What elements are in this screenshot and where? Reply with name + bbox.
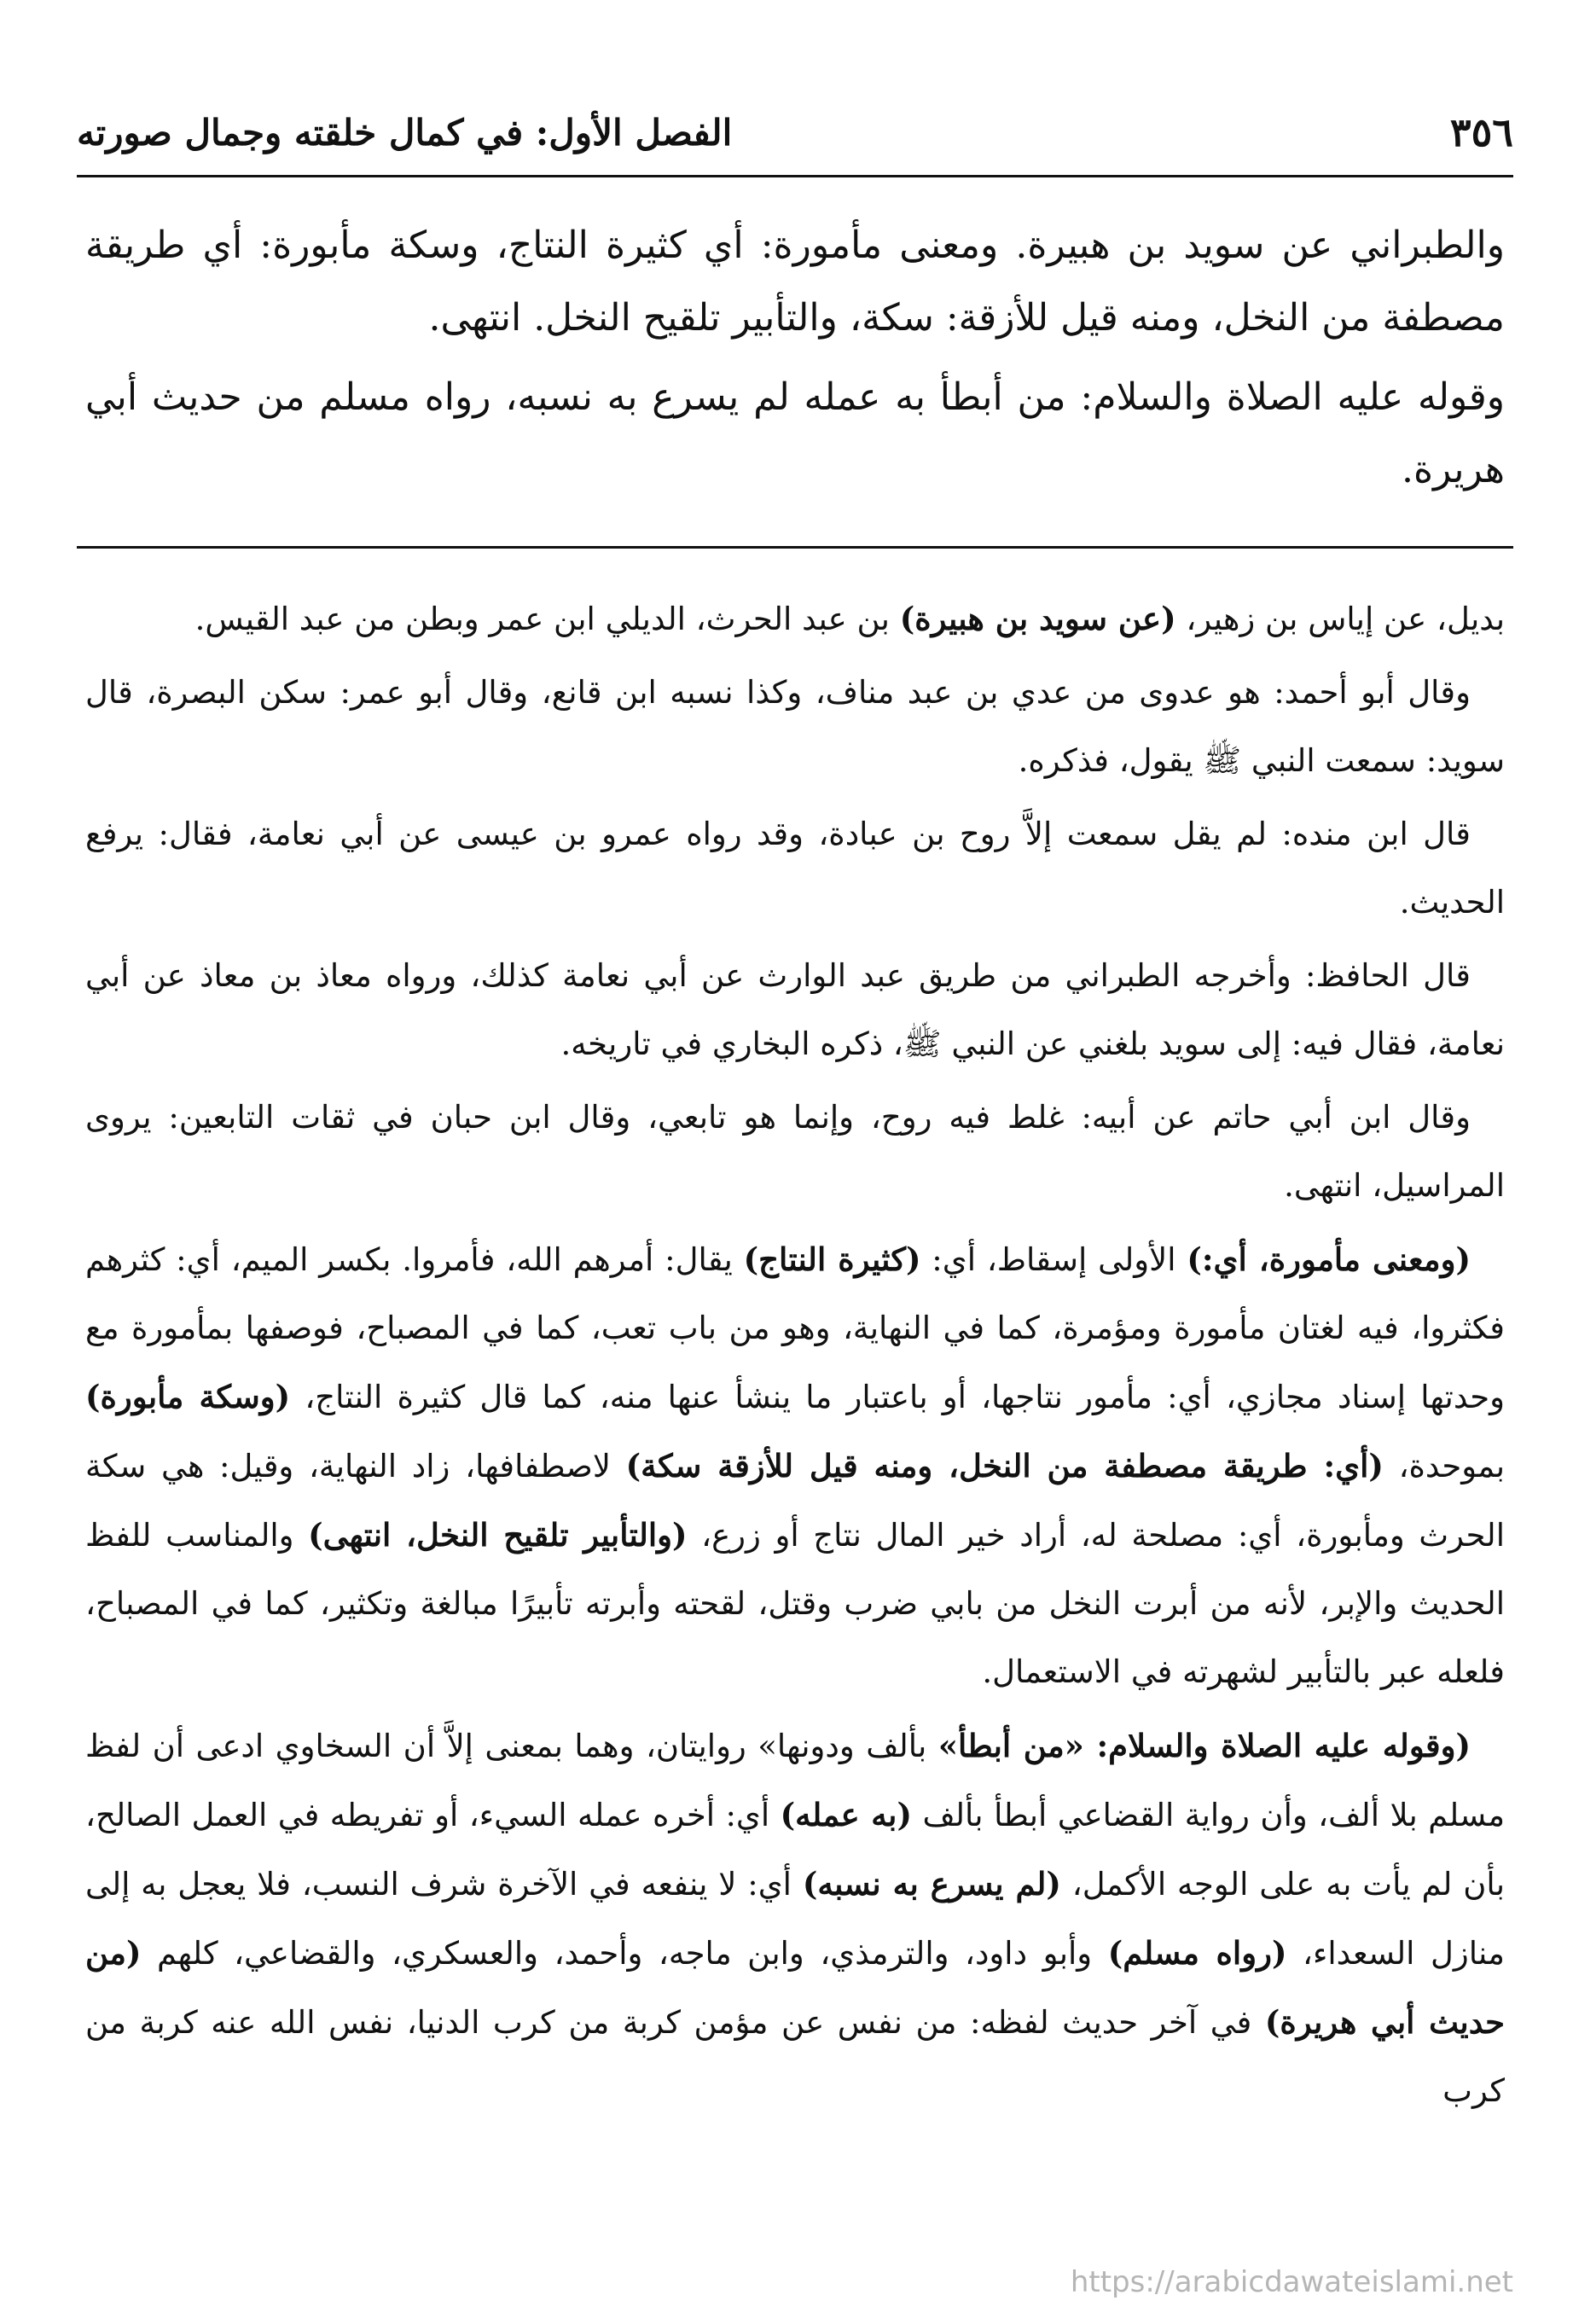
- bold-quote: (عن سويد بن هبيرة): [899, 600, 1176, 637]
- running-title: الفصل الأول: في كمال خلقته وجمال صورته: [77, 111, 733, 154]
- text-run: وأبو داود، والترمذي، وابن ماجه، وأحمد، والعسكري، والقضاعي، كلهم: [141, 1935, 1108, 1972]
- main-paragraph: والطبراني عن سويد بن هبيرة. ومعنى مأمورة: أي كثيرة النتاج، وسكة مأبورة: أي طريقة مصطفة من النخل، ومنه قيل للأزقة: سكة، والتأبير تلقيح النخل. انتهى.: [85, 224, 1505, 340]
- commentary-paragraph: قال ابن منده: لم يقل سمعت إلاَّ روح بن عبادة، وقد رواه عمرو بن عيسى عن أبي نعامة، فقال: يرفع الحديث.: [85, 816, 1505, 921]
- bold-quote: (رواه مسلم): [1107, 1934, 1287, 1972]
- bold-quote: (لم يسرع به نسبه): [802, 1865, 1061, 1903]
- commentary-paragraph: وقال أبو أحمد: هو عدوى من عدي بن عبد مناف، وكذا نسبه ابن قانع، وقال أبو عمر: سكن البصرة، قال سويد: سمعت النبي ﷺ يقول، فذكره.: [85, 674, 1505, 779]
- text-run: بديل، عن إياس بن زهير،: [1175, 601, 1505, 637]
- bold-quote: (وقوله عليه الصلاة والسلام: «من أبطأ»: [937, 1727, 1471, 1764]
- text-run: والمناسب للفظ الحديث والإبر، لأنه من أبرت النخل من بابي ضرب وقتل، لقحته وأبرته تأبيرًا مبالغة وتكثير، كما في المصباح، فلعله عبر بالتأبير لشهرته في الاستعمال.: [85, 1517, 1505, 1690]
- text-run: بن عبد الحرث، الديلي ابن عمر وبطن من عبد القيس.: [194, 601, 900, 637]
- bold-quote: (والتأبير تلقيح النخل، انتهى): [308, 1516, 688, 1554]
- commentary-paragraph: [85, 584, 1505, 654]
- text-run: الأولى إسقاط، أي:: [920, 1241, 1187, 1278]
- bold-quote: (ومعنى مأمورة، أي:): [1187, 1240, 1471, 1278]
- bold-quote: (به عمله): [780, 1796, 912, 1833]
- watermark-url: https://arabicdawateislami.net: [1070, 2265, 1513, 2299]
- text-run: يقال: أمرهم الله، فأمروا. بكسر الميم، أي: كثرهم فكثروا، فيه لغتان مأمورة ومؤمرة، كما في النهاية، وهو من باب تعب، كما في المصباح، فوصفها بمأمورة مع وحدتها إسناد مجازي، أي: مأمور نتاجها، أو باعتبار ما ينشأ عنها منه، كما قال كثيرة النتاج،: [85, 1241, 1505, 1415]
- commentary-text: [85, 584, 1505, 2130]
- page-number: ٣٥٦: [1449, 109, 1513, 155]
- main-text: [85, 209, 1505, 513]
- bold-quote: (أي: طريقة مصطفة من النخل، ومنه قيل للأزقة سكة): [625, 1447, 1384, 1484]
- section-divider: [77, 546, 1513, 549]
- commentary-paragraph: [85, 1711, 1505, 2125]
- bold-quote: (من حديث أبي هريرة): [85, 1934, 1505, 2041]
- text-run: أي: لا ينفعه في الآخرة شرف النسب، فلا يعجل به إلى منازل السعداء،: [85, 1866, 1506, 1972]
- commentary-paragraph: قال الحافظ: وأخرجه الطبراني من طريق عبد الوارث عن أبي نعامة كذلك، ورواه معاذ بن معاذ عن أبي نعامة، فقال فيه: إلى سويد بلغني عن النبي ﷺ، ذكره البخاري في تاريخه.: [85, 957, 1505, 1062]
- text-run: أي: أخره عمله السيء، أو تفريطه في العمل الصالح، بأن لم يأت به على الوجه الأكمل،: [85, 1797, 1506, 1903]
- commentary-paragraph: وقال ابن أبي حاتم عن أبيه: غلط فيه روح، وإنما هو تابعي، وقال ابن حبان في ثقات التابعين: يروى المراسيل، انتهى.: [85, 1099, 1505, 1204]
- text-run: لاصطفافها، زاد النهاية، وقيل: هي سكة الحرث ومأبورة، أي: مصلحة له، أراد خير المال نتاج أو زرع،: [85, 1448, 1505, 1554]
- text-run: في آخر حديث لفظه: من نفس عن مؤمن كربة من كرب الدنيا، نفس الله عنه كربة من كرب: [85, 2004, 1505, 2109]
- bold-quote: (وسكة مأبورة): [85, 1378, 291, 1415]
- page-header: [77, 102, 1513, 162]
- text-run: بموحدة،: [1383, 1448, 1505, 1484]
- text-run: بألف ودونها» روايتان، وهما بمعنى إلاَّ أن السخاوي ادعى أن لفظ مسلم بلا ألف، وأن رواية القضاعي أبطأ بألف: [85, 1728, 1506, 1833]
- commentary-paragraph: [85, 1225, 1505, 1706]
- header-rule: [77, 175, 1513, 177]
- main-paragraph: وقوله عليه الصلاة والسلام: من أبطأ به عمله لم يسرع به نسبه، رواه مسلم من حديث أبي هريرة.: [85, 375, 1505, 491]
- bold-quote: (كثيرة النتاج): [743, 1240, 921, 1278]
